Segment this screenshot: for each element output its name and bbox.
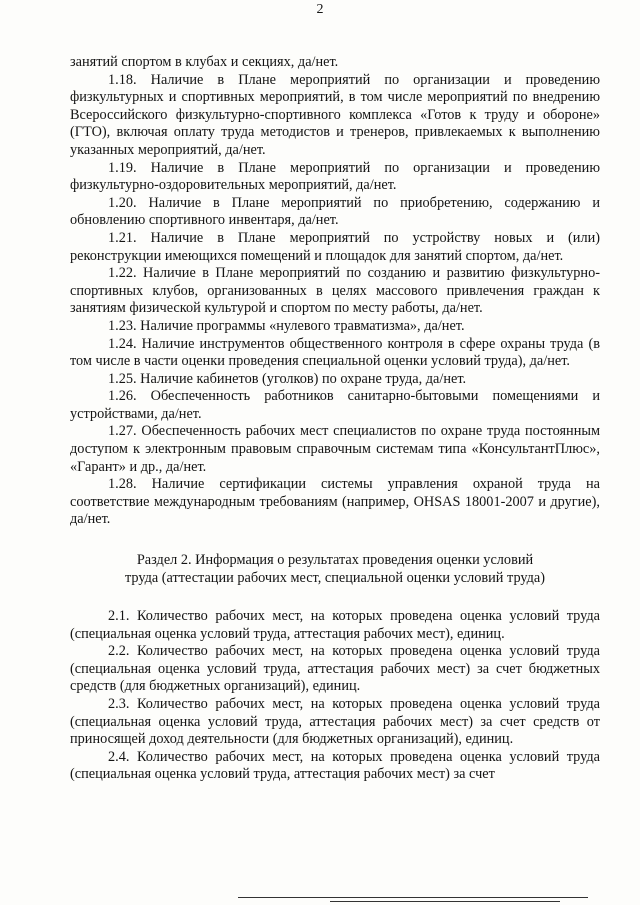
section-2-heading-line-1: Раздел 2. Информация о результатах проведения оценки условий: [136, 552, 534, 569]
bottom-scan-line-2: [330, 901, 560, 902]
item-1-20: 1.20. Наличие в Плане мероприятий по приобретению, содержанию и обновлению спортивного инвентаря, да/нет.: [70, 194, 600, 229]
item-2-4: 2.4. Количество рабочих мест, на которых проведена оценка условий труда (специальная оценка условий труда, аттестация рабочих мест) за счет: [70, 748, 600, 783]
item-2-2: 2.2. Количество рабочих мест, на которых проведена оценка условий труда (специальная оценка условий труда, аттестация рабочих мест) за счет бюджетных средств (для бюджетных организаций), единиц.: [70, 643, 600, 695]
section-2-heading-line-2: труда (аттестации рабочих мест, специальной оценки условий труда): [124, 570, 546, 587]
item-1-22: 1.22. Наличие в Плане мероприятий по созданию и развитию физкультурно-спортивных клубов, организованных в целях массового привлечения граждан к занятиям физической культурой и спортом по месту работы, да/нет.: [70, 265, 600, 317]
item-2-3: 2.3. Количество рабочих мест, на которых проведена оценка условий труда (специальная оценка условий труда, аттестация рабочих мест) за счет средств от приносящей доход деятельности (для бюджетных организаций), единиц.: [70, 696, 600, 748]
item-1-19: 1.19. Наличие в Плане мероприятий по организации и проведению физкультурно-оздоровительных мероприятий, да/нет.: [70, 159, 600, 194]
page-number: 2: [316, 2, 324, 17]
item-1-21: 1.21. Наличие в Плане мероприятий по устройству новых и (или) реконструкции имеющихся помещений и площадок для занятий спортом, да/нет.: [70, 229, 600, 264]
item-1-18: 1.18. Наличие в Плане мероприятий по организации и проведению физкультурных и спортивных мероприятий, в том числе мероприятий по внедрению Всероссийского физкультурно-спортивного комплекса «Готов к труду и обороне» (ГТО), включая оплату труда методистов и тренеров, привлекаемых к выполнению указанных мероприятий, да/нет.: [70, 71, 600, 158]
section-2-heading: [70, 551, 600, 587]
bottom-scan-line: [238, 897, 588, 898]
item-1-27: 1.27. Обеспеченность рабочих мест специалистов по охране труда постоянным доступом к электронным правовым справочным системам типа «КонсультантПлюс», «Гарант» и др., да/нет.: [70, 423, 600, 475]
item-1-24: 1.24. Наличие инструментов общественного контроля в сфере охраны труда (в том числе в части оценки проведения специальной оценки условий труда), да/нет.: [70, 335, 600, 370]
item-1-25: 1.25. Наличие кабинетов (уголков) по охране труда, да/нет.: [108, 370, 467, 387]
document-body: [70, 54, 600, 784]
paragraph-continuation: занятий спортом в клубах и секциях, да/нет.: [70, 54, 339, 70]
item-1-28: 1.28. Наличие сертификации системы управления охраной труда на соответствие международным требованиям (например, OHSAS 18001-2007 и другие), да/нет.: [70, 476, 600, 528]
item-1-26: 1.26. Обеспеченность работников санитарно-бытовыми помещениями и устройствами, да/нет.: [70, 388, 600, 422]
item-1-23: 1.23. Наличие программы «нулевого травматизма», да/нет.: [108, 317, 465, 334]
item-2-1: 2.1. Количество рабочих мест, на которых проведена оценка условий труда (специальная оценка условий труда, аттестация рабочих мест), единиц.: [70, 608, 600, 642]
